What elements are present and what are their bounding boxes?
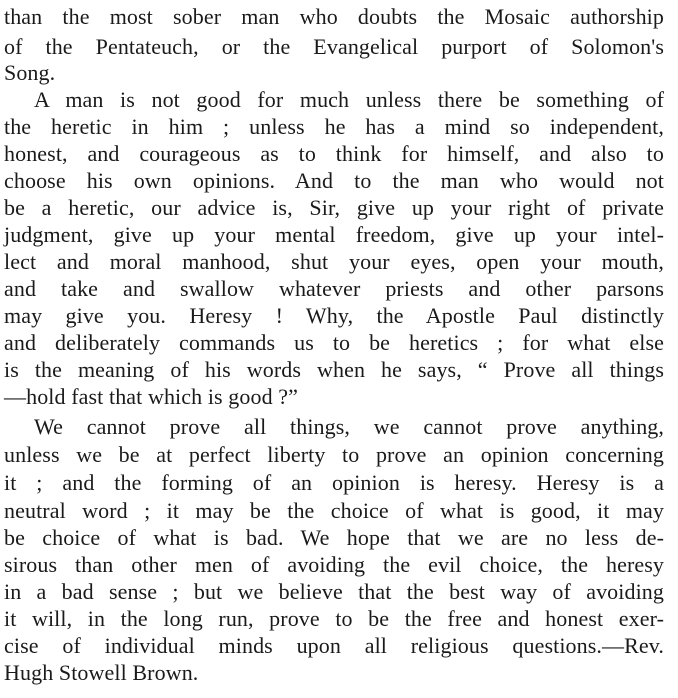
text-line: is the meaning of his words when he says, “ Prove all things xyxy=(4,357,664,382)
text-line: be choice of what is bad. We hope that we are no less de- xyxy=(4,525,664,550)
text-line: than the most sober man who doubts the Mosaic authorship xyxy=(4,4,664,29)
text-line: in a bad sense ; but we believe that the best way of avoiding xyxy=(4,579,664,604)
text-line: cise of individual minds upon all religious questions.—Rev. xyxy=(4,633,664,658)
text-line: We cannot prove all things, we cannot prove anything, xyxy=(34,414,664,439)
text-line: and deliberately commands us to be heretics ; for what else xyxy=(4,330,664,355)
text-line: sirous than other men of avoiding the evil choice, the heresy xyxy=(4,552,664,577)
text-line: it will, in the long run, prove to be the free and honest exer- xyxy=(4,606,664,631)
text-line: Hugh Stowell Brown. xyxy=(4,660,199,685)
text-line: the heretic in him ; unless he has a mind so independent, xyxy=(4,114,664,139)
text-line: may give you. Heresy ! Why, the Apostle Paul distinctly xyxy=(4,303,664,328)
text-line: honest, and courageous as to think for himself, and also to xyxy=(4,141,664,166)
text-line: Song. xyxy=(4,60,56,85)
text-line: A man is not good for much unless there be something of xyxy=(34,87,664,112)
text-line: be a heretic, our advice is, Sir, give up your right of private xyxy=(4,195,664,220)
text-line: it ; and the forming of an opinion is heresy. Heresy is a xyxy=(4,470,664,495)
text-line: neutral word ; it may be the choice of what is good, it may xyxy=(4,498,664,523)
text-line: of the Pentateuch, or the Evangelical purport of Solomon's xyxy=(4,34,664,59)
text-line: and take and swallow whatever priests and other parsons xyxy=(4,276,664,301)
text-line: judgment, give up your mental freedom, give up your intel- xyxy=(4,222,664,247)
text-line: —hold fast that which is good ?” xyxy=(4,384,299,409)
text-line: choose his own opinions. And to the man who would not xyxy=(4,168,664,193)
text-line: unless we be at perfect liberty to prove an opinion concerning xyxy=(4,442,664,467)
text-line: lect and moral manhood, shut your eyes, open your mouth, xyxy=(4,249,664,274)
